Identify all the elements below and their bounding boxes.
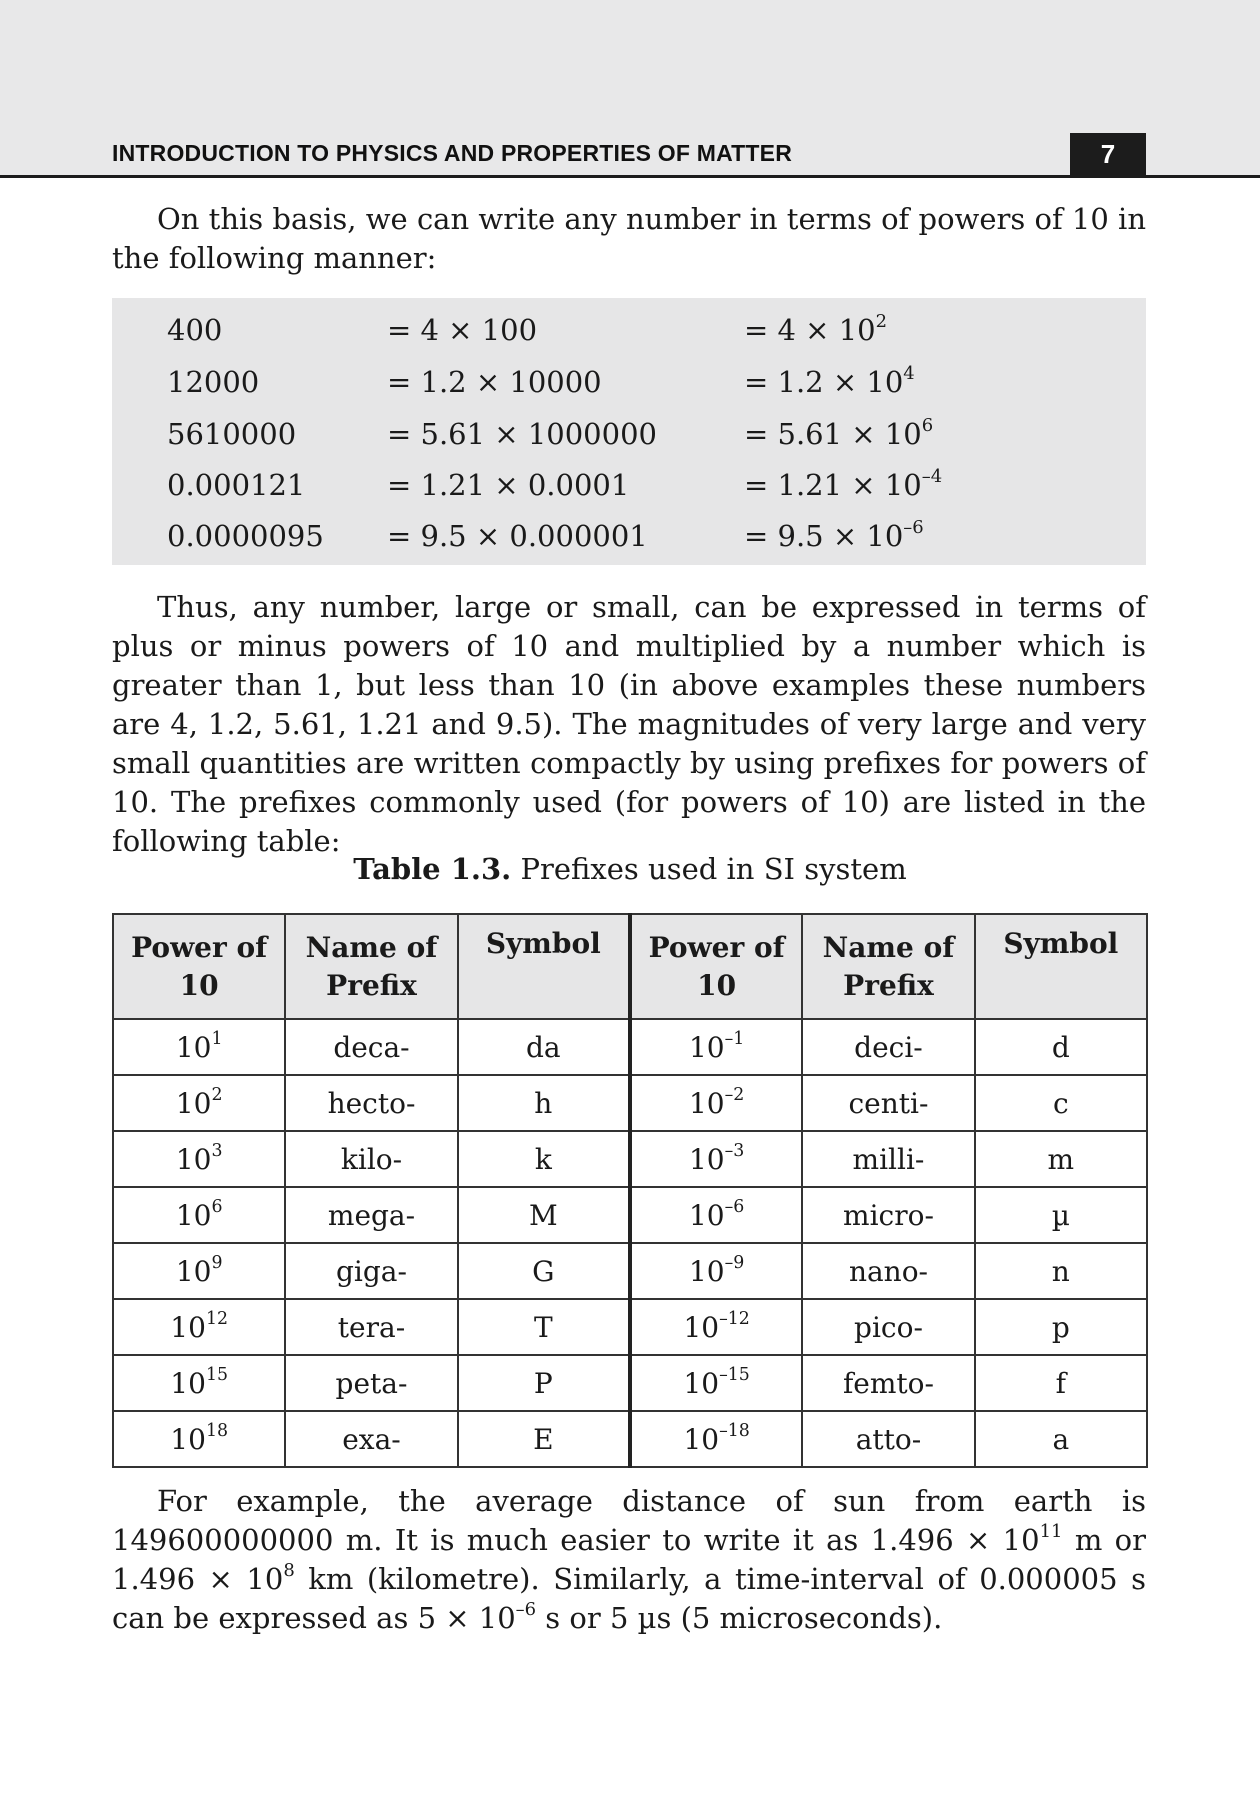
example-text: km (kilometre). Similarly, a time-interval of 0.000005 s can be expressed as 5 × 10 [112,1562,1146,1635]
table-row [113,1411,1147,1467]
prefix-table-body [113,1019,1147,1467]
power-base: 10 [688,1198,725,1232]
equation-expanded: = 9.5 × 0.000001 [387,519,648,553]
header-power-of-10 [630,914,802,1019]
power-of-10-cell [113,1019,285,1075]
equation-power-form [744,362,915,399]
equation-row [112,355,1146,406]
power-base: 10 [688,1142,725,1176]
header-line: Power of [648,930,785,964]
power-of-10-cell [113,1187,285,1243]
equation-row [112,407,1146,458]
prefix-symbol-cell: a [975,1411,1147,1467]
equation-exponent: 6 [921,414,934,436]
equation-power-form [744,516,924,553]
table-caption [0,852,1260,886]
equation-expanded: = 4 × 100 [387,313,538,347]
table-row [113,1299,1147,1355]
power-of-10-cell [630,1243,802,1299]
power-of-10-cell [630,1131,802,1187]
explanation-paragraph: Thus, any number, large or small, can be expressed in terms of plus or minus powers of 10 and multiplied by a number which is greater than 1, but less than 10 (in above examples these numbers are 4, 1.2, 5.61, 1.21 and 9.5). The magnitudes of very large and very small quantities are written compactly by using prefixes for powers of 10. The prefixes commonly used (for powers of 10) are listed in the following table: [112,590,1146,858]
power-base: 10 [688,1086,725,1120]
table-row [113,1187,1147,1243]
equation-expanded: = 5.61 × 1000000 [387,417,657,451]
table-row [113,1243,1147,1299]
prefix-name-cell: pico- [802,1299,974,1355]
equation-box [112,298,1146,565]
equation-mantissa: = 4 × 10 [744,313,876,347]
prefix-symbol-cell: h [458,1075,630,1131]
equation-power-form [744,310,888,347]
example-exponent: 8 [283,1559,295,1581]
power-of-10-cell [630,1411,802,1467]
power-base: 10 [170,1366,206,1400]
header-line: Name of [822,930,955,964]
equation-mantissa: = 5.61 × 10 [744,417,922,451]
power-of-10-cell [630,1187,802,1243]
header-line: Power of [131,930,268,964]
power-base: 10 [683,1422,720,1456]
power-exponent: –6 [724,1196,745,1217]
example-text: For example, the average distance of sun from earth is 149600000000 m. It is much easier to write it as 1.496 × 10 [112,1484,1146,1557]
power-of-10-cell [113,1411,285,1467]
prefix-name-cell: milli- [802,1131,974,1187]
equation-row [112,458,1146,509]
example-text: s or 5 µs (5 microseconds). [536,1601,943,1635]
equation-exponent: 4 [903,362,915,384]
table-row [113,1355,1147,1411]
header-symbol [458,914,630,1019]
power-of-10-cell [113,1355,285,1411]
equation-row [112,509,1146,560]
power-exponent: –3 [724,1140,745,1161]
header-rule [0,175,1260,178]
header-line: Prefix [843,968,934,1002]
running-header-title: INTRODUCTION TO PHYSICS AND PROPERTIES OF MATTER [112,140,793,166]
table-row [113,1075,1147,1131]
header-name-of-prefix [285,914,457,1019]
power-base: 10 [688,1254,725,1288]
equation-number: 5610000 [167,417,297,451]
equation-number: 12000 [167,365,260,399]
power-exponent: –15 [719,1364,750,1385]
intro-paragraph: On this basis, we can write any number in terms of powers of 10 in the following manner: [112,202,1146,275]
prefix-name-cell: exa- [285,1411,457,1467]
equation-number: 0.0000095 [167,519,324,553]
example-exponent: 11 [1039,1520,1063,1542]
power-base: 10 [175,1086,212,1120]
power-base: 10 [683,1310,720,1344]
power-exponent: –12 [719,1308,750,1329]
prefix-symbol-cell: n [975,1243,1147,1299]
prefix-symbol-cell: G [458,1243,630,1299]
power-exponent: 2 [211,1084,223,1105]
power-of-10-cell [113,1131,285,1187]
prefix-symbol-cell: f [975,1355,1147,1411]
header-line: Name of [305,930,438,964]
prefix-symbol-cell: k [458,1131,630,1187]
prefix-name-cell: kilo- [285,1131,457,1187]
prefix-name-cell: deca- [285,1019,457,1075]
prefix-symbol-cell: c [975,1075,1147,1131]
page-number: 7 [1070,133,1146,175]
prefix-name-cell: mega- [285,1187,457,1243]
equation-mantissa: = 9.5 × 10 [744,519,904,553]
power-base: 10 [175,1254,212,1288]
power-base: 10 [175,1030,212,1064]
header-symbol [975,914,1147,1019]
power-of-10-cell [630,1075,802,1131]
prefix-name-cell: tera- [285,1299,457,1355]
header-line: 10 [697,968,737,1002]
power-base: 10 [170,1310,206,1344]
equation-number: 0.000121 [167,468,306,502]
power-of-10-cell [630,1299,802,1355]
header-line: Symbol [1003,927,1119,960]
power-of-10-cell [630,1355,802,1411]
example-text: m or 1.496 × 10 [112,1523,1146,1596]
power-base: 10 [175,1142,212,1176]
prefix-symbol-cell: m [975,1131,1147,1187]
power-exponent: 18 [205,1420,229,1441]
power-base: 10 [688,1030,725,1064]
table-caption-label: Table 1.3. [353,852,512,886]
prefix-name-cell: hecto- [285,1075,457,1131]
prefix-table [112,913,1148,1468]
power-exponent: –18 [719,1420,750,1441]
power-of-10-cell [113,1075,285,1131]
power-base: 10 [683,1366,720,1400]
power-of-10-cell [630,1019,802,1075]
equation-exponent: –6 [903,516,924,538]
power-base: 10 [170,1422,206,1456]
header-name-of-prefix [802,914,974,1019]
power-exponent: 3 [211,1140,223,1161]
header-line: Prefix [326,968,417,1002]
prefix-symbol-cell: p [975,1299,1147,1355]
power-of-10-cell [113,1243,285,1299]
table-caption-text: Prefixes used in SI system [520,852,907,886]
table-header-row [113,914,1147,1019]
prefix-name-cell: deci- [802,1019,974,1075]
example-exponent: –6 [515,1598,537,1620]
prefix-name-cell: micro- [802,1187,974,1243]
header-line: 10 [179,968,219,1002]
equation-mantissa: = 1.2 × 10 [744,365,904,399]
power-exponent: –1 [724,1028,745,1049]
power-exponent: –2 [724,1084,745,1105]
prefix-name-cell: nano- [802,1243,974,1299]
prefix-symbol-cell: P [458,1355,630,1411]
example-paragraph [112,1482,1146,1638]
prefix-symbol-cell: µ [975,1187,1147,1243]
equation-exponent: 2 [875,310,888,332]
power-base: 10 [175,1198,212,1232]
prefix-symbol-cell: T [458,1299,630,1355]
table-row [113,1131,1147,1187]
equation-power-form [744,465,943,502]
power-exponent: 15 [205,1364,229,1385]
power-exponent: 12 [205,1308,229,1329]
prefix-symbol-cell: M [458,1187,630,1243]
header-line: Symbol [485,927,601,960]
table-row [113,1019,1147,1075]
equation-row [112,303,1146,354]
prefix-name-cell: giga- [285,1243,457,1299]
prefix-name-cell: femto- [802,1355,974,1411]
header-power-of-10 [113,914,285,1019]
prefix-symbol-cell: E [458,1411,630,1467]
power-exponent: 9 [211,1252,223,1273]
equation-expanded: = 1.2 × 10000 [387,365,602,399]
equation-power-form [744,414,934,451]
equation-expanded: = 1.21 × 0.0001 [387,468,630,502]
power-exponent: 6 [211,1196,223,1217]
power-of-10-cell [113,1299,285,1355]
power-exponent: –9 [724,1252,745,1273]
equation-number: 400 [167,313,223,347]
equation-mantissa: = 1.21 × 10 [744,468,922,502]
power-exponent: 1 [211,1028,223,1049]
equation-exponent: –4 [921,465,943,487]
prefix-symbol-cell: d [975,1019,1147,1075]
prefix-name-cell: centi- [802,1075,974,1131]
prefix-name-cell: peta- [285,1355,457,1411]
prefix-symbol-cell: da [458,1019,630,1075]
prefix-name-cell: atto- [802,1411,974,1467]
